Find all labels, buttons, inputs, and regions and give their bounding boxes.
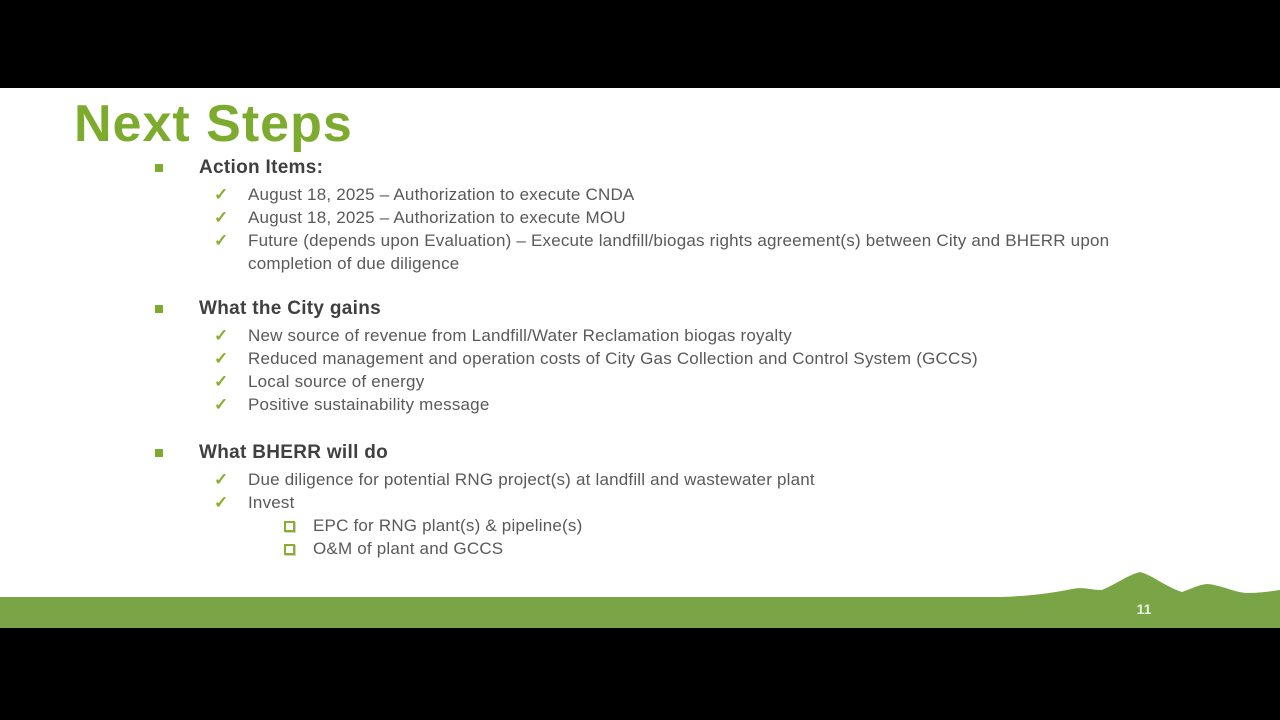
list-item-text: Invest [248, 493, 295, 512]
section-bherr-will-do [0, 441, 1280, 560]
top-letterbox [0, 0, 1280, 88]
section-action-items [0, 156, 1280, 275]
section-city-gains [0, 297, 1280, 416]
page-number: 11 [1136, 601, 1152, 617]
list-item-text: Local source of energy [248, 372, 425, 391]
presentation-slide [0, 88, 1280, 628]
hollow-square-bullet-icon [284, 544, 295, 555]
list-item [0, 324, 1148, 347]
list-item [0, 183, 1148, 206]
section-header [0, 156, 1280, 180]
slide-title: Next Steps [74, 95, 353, 153]
square-bullet-icon [155, 305, 163, 313]
list-item [0, 393, 1148, 416]
list-item-text: Future (depends upon Evaluation) – Execute landfill/biogas rights agreement(s) between City and BHERR upon completion of due diligence [248, 231, 1110, 273]
list-item-text: New source of revenue from Landfill/Water Reclamation biogas royalty [248, 326, 792, 345]
section-header [0, 297, 1280, 321]
checkmark-icon: ✓ [214, 372, 229, 391]
hollow-square-bullet-icon [284, 521, 295, 532]
bottom-letterbox [0, 628, 1280, 720]
checkmark-icon: ✓ [214, 395, 229, 414]
list-item [0, 370, 1148, 393]
list-item-text: August 18, 2025 – Authorization to execute MOU [248, 208, 626, 227]
section-items [0, 324, 1280, 416]
sub-list-item [0, 514, 1148, 537]
section-items [0, 468, 1280, 560]
checkmark-icon: ✓ [214, 493, 229, 512]
list-item [0, 468, 1148, 491]
list-item [0, 491, 1148, 514]
list-item [0, 206, 1148, 229]
sub-list-item-text: EPC for RNG plant(s) & pipeline(s) [313, 516, 583, 535]
sub-list-item-text: O&M of plant and GCCS [313, 539, 504, 558]
checkmark-icon: ✓ [214, 326, 229, 345]
list-item [0, 347, 1148, 370]
sub-list-item [0, 537, 1148, 560]
checkmark-icon: ✓ [214, 185, 229, 204]
list-item-text: Reduced management and operation costs of City Gas Collection and Control System (GCCS) [248, 349, 978, 368]
checkmark-icon: ✓ [214, 470, 229, 489]
checkmark-icon: ✓ [214, 208, 229, 227]
list-item [0, 229, 1148, 275]
square-bullet-icon [155, 449, 163, 457]
hill-silhouette [0, 568, 1280, 628]
section-header [0, 441, 1280, 465]
section-items [0, 183, 1280, 275]
checkmark-icon: ✓ [214, 349, 229, 368]
section-header-label: What the City gains [199, 298, 381, 319]
section-header-label: What BHERR will do [199, 442, 389, 463]
checkmark-icon: ✓ [214, 231, 229, 250]
list-item-text: Due diligence for potential RNG project(s) at landfill and wastewater plant [248, 470, 815, 489]
footer-band [0, 568, 1280, 628]
section-header-label: Action Items: [199, 157, 324, 178]
square-bullet-icon [155, 164, 163, 172]
list-item-text: August 18, 2025 – Authorization to execute CNDA [248, 185, 635, 204]
list-item-text: Positive sustainability message [248, 395, 490, 414]
